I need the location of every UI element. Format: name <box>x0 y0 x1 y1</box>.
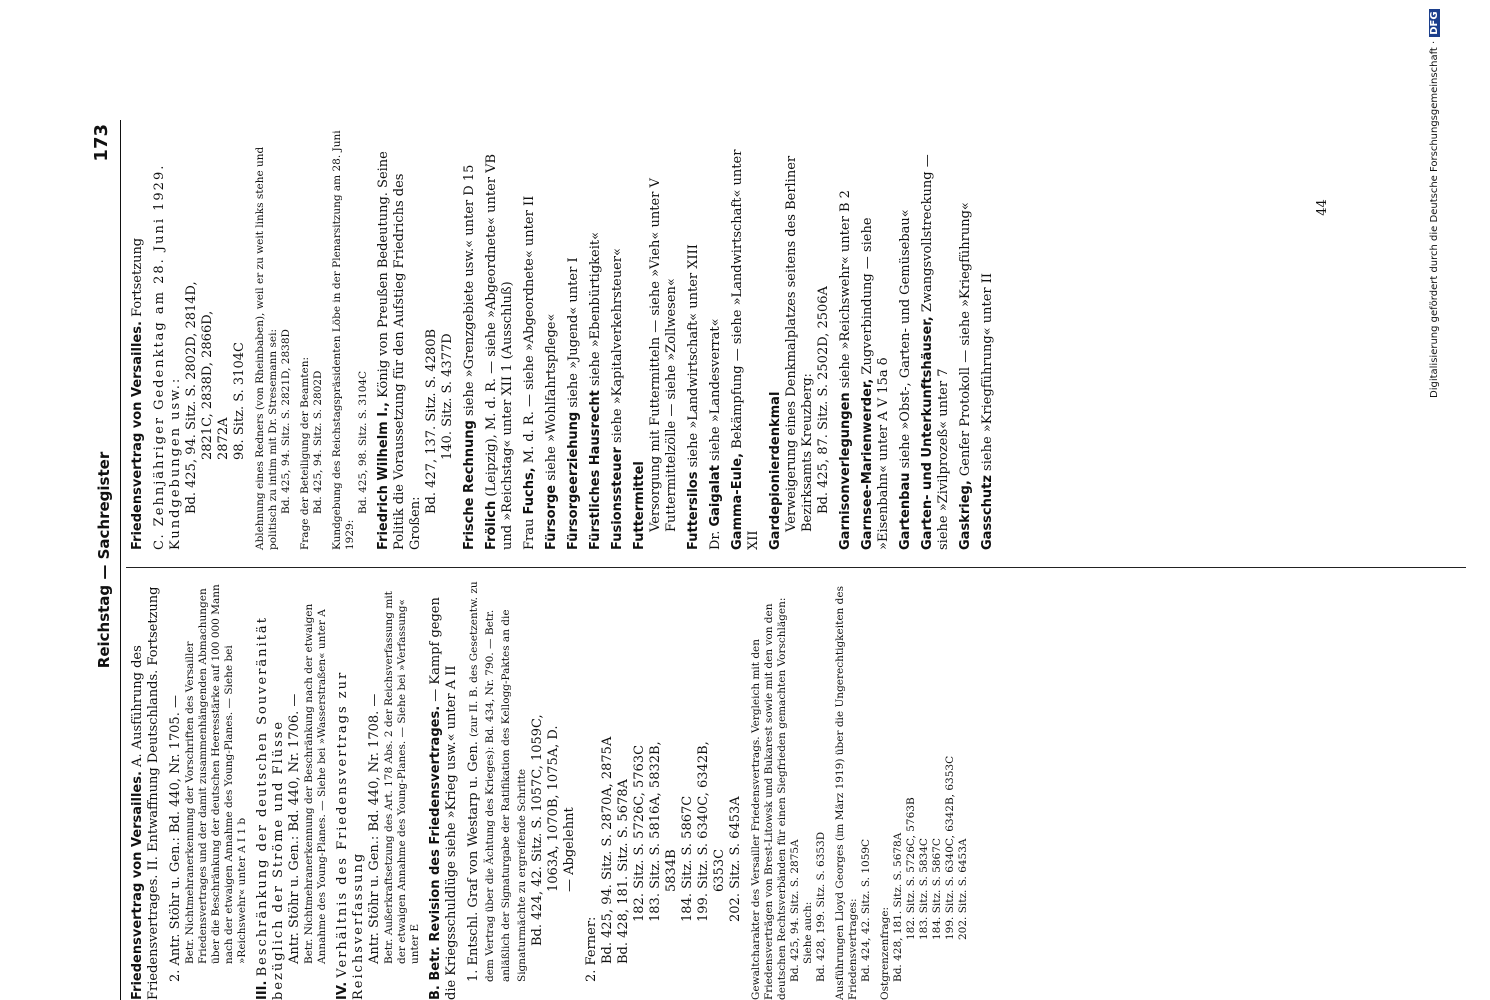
entry-ref: 1063A, 1070B, 1075A, D. <box>546 725 561 892</box>
entry-ref: 2872A <box>216 417 231 460</box>
entry-ref: Bd. 428, 181. Sitz. S. 5678A <box>616 779 631 964</box>
entry-heading: Friedensvertrag von Versailles. <box>130 771 145 1000</box>
entry-text: siehe »Obst-, Garten- und Gemüsebau« <box>898 209 913 473</box>
entry-ref: 199. Sitz. S. 6340C, 6342B, <box>696 741 711 922</box>
index-entry <box>428 580 460 1000</box>
entry-ref: Bd. 425, 98. Sitz. S. 3104C <box>357 370 369 514</box>
entry-heading: Fürsorge <box>544 484 559 550</box>
entry-note: Frage der Beteiligung der Beamten: <box>299 356 311 550</box>
entry-heading: Fürstliches Hausrecht <box>588 390 603 550</box>
entry-text: siehe »Landwirtschaft« unter XIII <box>686 244 701 472</box>
entry-heading: Fürsorgeerziehung <box>566 411 581 550</box>
entry-text: siehe »Jugend« unter I <box>566 257 581 412</box>
entry-heading: Fuchs, <box>522 467 537 515</box>
entry-ref: 202. Sitz. S. 6453A <box>728 796 743 922</box>
entry-ref: Bd. 424, 42. Sitz. S. 1059C <box>860 838 872 982</box>
index-entry <box>522 130 538 550</box>
entry-ref: 183. Sitz. S. 5834C <box>918 838 930 940</box>
left-column <box>130 580 976 1000</box>
entry-heading: Garnisonverlegungen <box>838 392 853 550</box>
index-entry <box>750 580 828 1000</box>
entry-heading: Frische Rechnung <box>462 420 477 550</box>
entry-heading: Fusionssteuer <box>610 447 625 550</box>
entry-note: Betr. Außerkraftsetzung des Art. 178 Abs. 2 der Reichsverfassung mit der etwaigen Annahme des Young-Planes. — Siehe bei »Verfassung« unter E <box>383 591 421 964</box>
running-head-title: Reichstag — Sachregister <box>95 451 113 669</box>
entry-text: Zwangsvollstreckung — siehe »Zivilprozeß« unter 7 <box>920 154 951 550</box>
entry-text: — Kampf gegen die Kriegsschuldlüge siehe »Krieg usw.« unter A II <box>428 597 459 1000</box>
entry-heading: Futtersilos <box>686 471 701 550</box>
entry-ref: Bd. 425, 94. Sitz. S. 2802D <box>312 370 324 514</box>
entry-ref: Siehe auch: <box>802 901 814 964</box>
entry-heading: Futtermittel <box>632 461 647 550</box>
page-number: 173 <box>91 124 112 162</box>
entry-text: siehe »Wohlfahrtspflege« <box>544 313 559 485</box>
entry-ref: 6353C <box>712 848 727 892</box>
entry-label: 2. Antr. Stöhr u. Gen.: Bd. 440, Nr. 1705. — <box>168 695 183 982</box>
index-entry <box>686 130 702 550</box>
index-entry <box>958 130 974 550</box>
entry-label: 2. Ferner: <box>584 916 599 982</box>
entry-ref: 5834B <box>664 849 679 892</box>
entry-heading: Garnsee-Marienwerder, <box>860 378 875 550</box>
entry-text: Verweigerung eines Denkmalplatzes seitens des Berliner Bezirksamts Kreuzberg: <box>784 155 815 532</box>
entry-text: siehe »Kriegführung« unter II <box>980 272 995 476</box>
index-entry <box>544 130 560 550</box>
index-entry <box>730 130 762 550</box>
index-entry <box>331 130 370 550</box>
index-entry <box>152 130 248 550</box>
dfg-logo: DFG <box>1429 11 1440 35</box>
entry-ref: Bd. 425, 94. Sitz. S. 2875A <box>789 839 801 982</box>
entry-label: Antr. Stöhr u. Gen.: Bd. 440, Nr. 1708. — <box>367 693 382 964</box>
entry-text: siehe »Kapitalverkehrsteuer« <box>610 248 625 448</box>
entry-ref: Bd. 425, 87. Sitz. S. 2502D, 2506A <box>816 286 831 514</box>
entry-ref: 182. Sitz. S. 5726C, 5763B <box>905 797 917 940</box>
index-entry <box>708 130 724 550</box>
entry-text: C. Zehnjähriger Gedenktag am 28. Juni 1929. Kundgebungen usw.: <box>152 163 183 550</box>
index-entry <box>484 130 516 550</box>
entry-ref: 183. Sitz. S. 5816A, 5832B, <box>648 741 663 922</box>
index-entry <box>254 130 293 550</box>
entry-ref: Bd. 427, 137. Sitz. S. 4280B <box>424 328 439 514</box>
index-entry <box>834 580 873 1000</box>
entry-heading: Gaskrieg, <box>958 480 973 550</box>
index-entry <box>299 130 325 550</box>
entry-text: Futtermittelzölle — siehe »Zollwesen« <box>664 278 679 532</box>
index-entry <box>920 130 952 550</box>
entry-ref: 98. Sitz. S. 3104C <box>232 342 247 460</box>
index-entry <box>130 580 162 1000</box>
entry-heading: Garten- und Unterkunftshäuser, <box>920 316 935 550</box>
entry-ref: 184. Sitz. S. 5867C <box>680 795 695 922</box>
index-entry <box>632 130 680 550</box>
entry-heading: Gamma-Eule, <box>730 452 745 550</box>
index-entry <box>879 580 970 1000</box>
index-entry <box>566 130 582 550</box>
entry-note: Betr. Nichtmehranerkennung der Vorschriften des Versailler Friedensvertrages und der damit zusammenhängenden Abmachungen über die Beschränkung der deutschen Heeresstärke auf 100 000 Mann nach der etwaigen Annahme des Young-Planes. — Siehe bei »Reichswehr« unter A I 1 b <box>184 584 248 964</box>
index-entry <box>376 130 456 550</box>
entry-text: A. Ausführung des Friedensvertrages. II. Entwaffnung Deutschlands. Fortsetzung <box>130 586 161 1000</box>
right-column <box>130 130 1002 550</box>
entry-note: Ablehnung eines Redners (von Rheinbaben), weil er zu weit links stehe und politisch zu intim mit Dr. Stresemann sei: <box>254 146 279 550</box>
margin-credit-text: Digitalisierung gefördert durch die Deutsche Forschungsgemeinschaft · <box>1429 40 1440 398</box>
entry-note: Ostgrenzenfrage: <box>879 906 891 1000</box>
index-entry <box>588 130 604 550</box>
entry-text: Beschränkung der deutschen Souveränität bezüglich der Ströme und Flüsse <box>255 616 286 1000</box>
entry-text: siehe »Ebenbürtigkeit« <box>588 231 603 391</box>
running-head <box>90 120 121 1000</box>
entry-prefix: Frau <box>522 514 537 550</box>
entry-heading: Gartenbau <box>898 472 913 550</box>
scanned-page <box>90 120 1490 1000</box>
entry-label: 1. Entschl. Graf von Westarp u. Gen. <box>466 741 481 982</box>
entry-label: Antr. Stöhr u. Gen.: Bd. 440, Nr. 1706. — <box>287 693 302 964</box>
entry-ref: 182. Sitz. S. 5726C, 5763C <box>632 744 647 922</box>
entry-ref: 199. Sitz. S. 6340C, 6342B, 6353C <box>944 755 956 940</box>
entry-ref: 184. Sitz. S. 5867C <box>931 838 943 940</box>
index-entry <box>838 130 854 550</box>
entry-text: Versorgung mit Futtermitteln — siehe »Vieh« unter V <box>648 178 663 532</box>
entry-ref: Bd. 424, 42. Sitz. S. 1057C, 1059C, <box>530 714 545 946</box>
entry-text: König von Preußen Bedeutung. Seine Politik die Voraussetzung für den Aufstieg Friedrichs des Großen: <box>376 151 423 550</box>
entry-prefix: Dr. <box>708 526 723 550</box>
entry-numeral: III. <box>255 980 270 1000</box>
entry-heading: Gardepionierdenkmal <box>768 391 783 550</box>
entry-ref: Bd. 425, 94. Sitz. S. 2802D, 2814D, <box>184 281 199 514</box>
entry-ref: Bd. 428, 181. Sitz. S. 5678A <box>892 832 904 982</box>
entry-text: siehe »Grenzgebiete usw.« unter D 15 <box>462 164 477 421</box>
index-entry <box>980 130 996 550</box>
entry-heading: Gaigalat <box>708 465 723 527</box>
index-entry <box>168 580 249 1000</box>
entry-ref: 140. Sitz. S. 4377D <box>440 333 455 460</box>
index-entry <box>462 130 478 550</box>
entry-ref: Bd. 425, 94. Sitz. S. 2821D, 2838D <box>280 329 292 514</box>
entry-ref: — Abgelehnt <box>562 807 577 892</box>
index-entry <box>584 580 744 1000</box>
entry-numeral: IV. <box>335 981 350 1000</box>
entry-heading: Frölich <box>484 500 499 550</box>
entry-ref: 202. Sitz. S. 6453A <box>957 838 969 940</box>
entry-heading: Friedensvertrag von Versailles. <box>130 321 145 550</box>
entry-note: Ausführungen Lloyd Georges (im März 1919) über die Ungerechtigkeiten des Friedensvertrages: <box>834 586 859 1000</box>
entry-heading: B. Betr. Revision des Friedensvertrages. <box>428 705 443 1000</box>
entry-ref: Bd. 425, 94. Sitz. S. 2870A, 2875A <box>600 736 615 964</box>
index-entry <box>466 580 578 1000</box>
entry-note: (zur II. B. des Gesetzentw. zu dem Vertrag über die Ächtung des Krieges): Bd. 434, Nr. 790. — Betr. anläßlich der Signaturgabe der Ratifikation des Kellogg-Paktes an die Signaturmächte zu ergreifende Schritte <box>468 581 528 982</box>
index-entry <box>860 130 892 550</box>
entry-heading: Friedrich Wilhelm I., <box>376 402 391 550</box>
entry-ref: 2821C, 2838D, 2866D, <box>200 310 215 460</box>
index-entry <box>335 580 422 1000</box>
entry-ref: Bd. 428, 199. Sitz. S. 6353D <box>815 831 827 982</box>
entry-note: Betr. Nichtmehranerkennung der Beschränkung nach der etwaigen Annahme des Young-Planes. — Siehe bei »Wasserstraßen« unter A <box>303 603 328 964</box>
index-entry <box>898 130 914 550</box>
entry-text: Verhältnis des Friedensvertrags zur Reichsverfassung <box>335 670 366 1000</box>
entry-text: Fortsetzung <box>130 237 145 322</box>
entry-text: Genfer Protokoll — siehe »Kriegführung« <box>958 202 973 481</box>
index-entry <box>130 130 146 550</box>
entry-text: Bekämpfung — siehe »Landwirtschaft« unter XII <box>730 149 761 550</box>
entry-text: siehe »Reichswehr« unter B 2 <box>838 190 853 393</box>
footer-mark: 44 <box>1314 199 1330 216</box>
index-entry <box>610 130 626 550</box>
entry-text: Zugverbindung — siehe »Eisenbahn« unter A V 15a δ <box>860 217 891 550</box>
entry-text: (Leipzig), M. d. R. — siehe »Abgeordnete« unter VB und »Reichstag« unter XII 1 (Ausschluß) <box>484 153 515 550</box>
column-rule <box>126 567 1466 568</box>
entry-note: Gewaltcharakter des Versailler Friedensvertrags. Vergleich mit den Friedensverträgen von Brest-Litowsk und Bukarest sowie mit den von den deutschen Rechtsverbänden für einen Siegfrieden gemachten Vorschlägen: <box>750 597 788 1000</box>
entry-heading: Gasschutz <box>980 475 995 550</box>
entry-note: Kundgebung des Reichstagspräsidenten Löbe in der Plenarsitzung am 28. Juni 1929: <box>331 130 356 550</box>
entry-text: M. d. R. — siehe »Abgeordnete« unter II <box>522 195 537 468</box>
entry-text: siehe »Landesverrat« <box>708 318 723 466</box>
index-entry <box>768 130 832 550</box>
index-entry <box>255 580 329 1000</box>
